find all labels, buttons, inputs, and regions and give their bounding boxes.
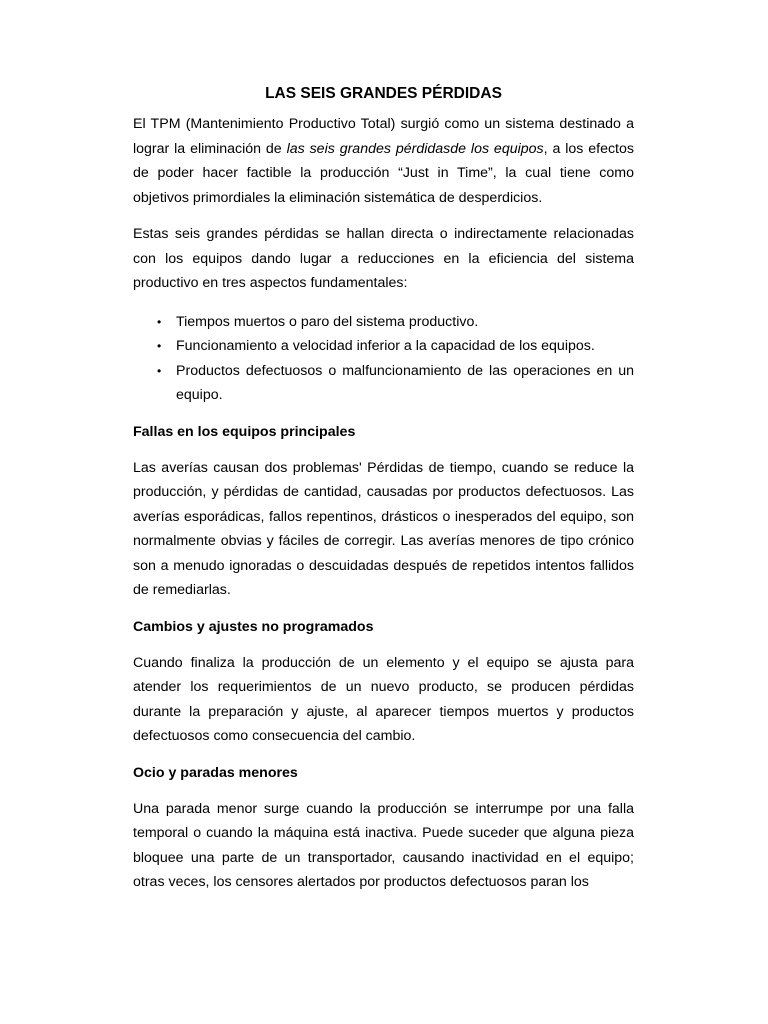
section-body-ocio: Una parada menor surge cuando la producción se interrumpe por una falla temporal o cuando la máquina está inactiva. Puede suceder que alguna pieza bloquee una parte de un transportador, causando inactividad en el equipo; otras veces, los censores alertados por productos defectuosos paran los: [133, 800, 634, 890]
bullet-list: [133, 310, 634, 408]
list-item: • Tiempos muertos o paro del sistema productivo.: [157, 310, 634, 335]
intro-italic-text: las seis grandes pérdidasde los equipos: [286, 140, 544, 157]
intro-text-1: El TPM (Mantenimiento Productivo Total) surgió como un sistema destinado a lograr la eliminación de: [133, 116, 634, 157]
list-item: • Funcionamiento a velocidad inferior a la capacidad de los equipos.: [157, 334, 634, 359]
section-body-cambios: Cuando finaliza la producción de un elemento y el equipo se ajusta para atender los requerimientos de un nuevo producto, se producen pérdidas durante la preparación y ajuste, al aparecer tiempos muertos y productos defectuosos como consecuencia del cambio.: [133, 654, 634, 744]
bullet-dot: •: [157, 363, 162, 378]
bullet-dot: •: [157, 314, 162, 329]
section-body-fallas: Las averías causan dos problemas' Pérdidas de tiempo, cuando se reduce la producción, y pérdidas de cantidad, causadas por productos defectuosos. Las averías esporádicas, fallos repentinos, drásticos o inesperados del equipo, son normalmente obvias y fáciles de corregir. Las averías menores de tipo crónico son a menudo ignoradas o descuidadas después de repetidos intentos fallidos de remediarlas.: [133, 459, 634, 598]
document-page: [133, 82, 634, 895]
bullet-dot: •: [157, 339, 162, 353]
document-title: LAS SEIS GRANDES PÉRDIDAS: [265, 85, 502, 102]
paragraph-aspects: Estas seis grandes pérdidas se hallan directa o indirectamente relacionadas con los equipos dando lugar a reducciones en la eficiencia del sistema productivo en tres aspectos fundamentales:: [133, 226, 634, 291]
intro-text-2: , a los efectos de poder hacer factible la producción “Just in Time”, la cual tiene como objetivos primordiales la eliminación sistemática de desperdicios.: [133, 140, 634, 206]
list-item: • Productos defectuosos o malfuncionamiento de las operaciones en un equipo.: [157, 359, 634, 408]
section-heading-cambios: Cambios y ajustes no programados: [133, 618, 374, 635]
intro-paragraph: [133, 112, 634, 210]
section-heading-fallas: Fallas en los equipos principales: [133, 423, 356, 440]
section-heading-ocio: Ocio y paradas menores: [133, 764, 298, 781]
